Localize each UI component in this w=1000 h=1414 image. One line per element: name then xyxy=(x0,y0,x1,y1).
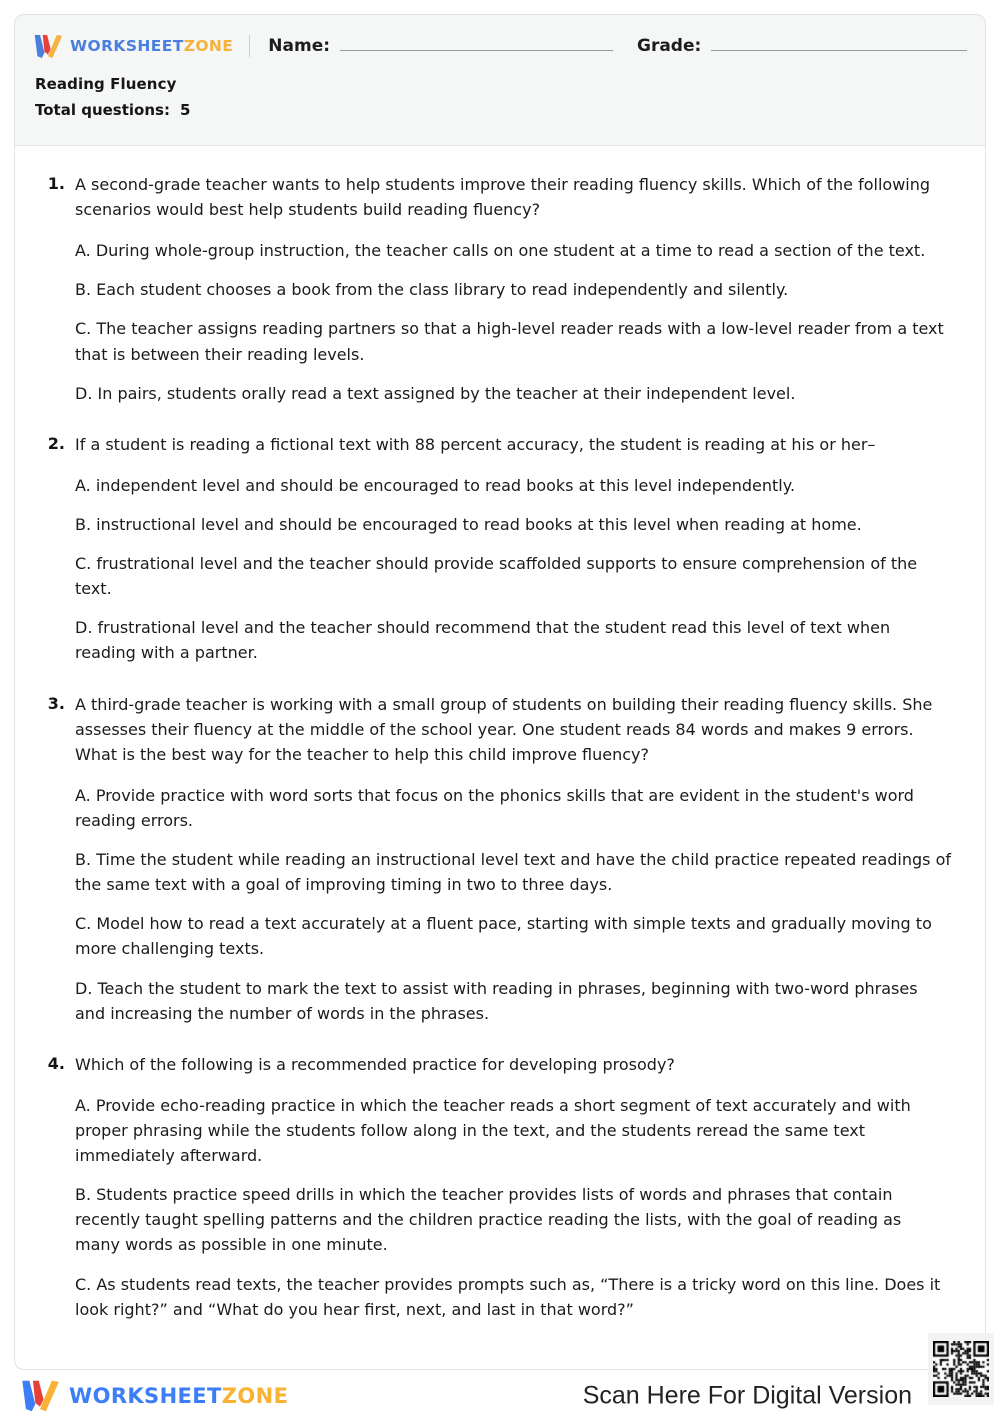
worksheet-page xyxy=(14,14,986,1370)
answer-choice[interactable]: C. frustrational level and the teacher should provide scaffolded supports to ensure comprehension of the text. xyxy=(75,554,918,599)
header-divider xyxy=(249,35,250,57)
worksheet-zone-w-icon xyxy=(33,33,63,60)
footer-brand-logo xyxy=(20,1378,288,1414)
worksheet-title-block xyxy=(33,75,967,119)
answer-choice[interactable]: B. instructional level and should be encouraged to read books at this level when reading at home. xyxy=(75,514,862,534)
grade-field[interactable] xyxy=(637,36,967,56)
brand-word-zone: ZONE xyxy=(183,37,234,55)
brand-logo-text xyxy=(70,37,233,55)
footer-brand-word-worksheet: WORKSHEET xyxy=(69,1384,222,1408)
name-field-line[interactable] xyxy=(340,36,613,51)
question-item xyxy=(45,692,951,1026)
footer-brand-logo-text xyxy=(69,1384,288,1408)
worksheet-header xyxy=(15,15,985,146)
question-body xyxy=(75,432,951,666)
qr-code-canvas xyxy=(933,1341,989,1397)
footer-worksheet-zone-w-icon xyxy=(20,1378,60,1414)
question-number: 1. xyxy=(47,174,65,193)
question-number: 2. xyxy=(47,433,65,453)
question-body xyxy=(75,1052,951,1322)
worksheet-title: Reading Fluency xyxy=(35,75,177,93)
scan-here-text: Scan Here For Digital Version xyxy=(582,1381,912,1410)
question-stem: Which of the following is a recommended practice for developing prosody? xyxy=(75,1054,675,1074)
answer-choice[interactable]: C. The teacher assigns reading partners so that a high-level reader reads with a low-level reader from a text that is between their reading levels. xyxy=(75,319,944,364)
answer-choice[interactable]: A. Provide echo-reading practice in which the teacher reads a short segment of text accurately and with proper phrasing while the students follow along in the text, and the students reread the same text immediately afterward. xyxy=(75,1095,911,1166)
grade-field-line[interactable] xyxy=(711,36,967,51)
answer-choice[interactable]: C. Model how to read a text accurately at a fluent pace, starting with simple texts and gradually moving to more challenging texts. xyxy=(75,914,932,959)
answer-choice[interactable]: A. Provide practice with word sorts that focus on the phonics skills that are evident in the student's word reading errors. xyxy=(75,785,914,830)
qr-code[interactable] xyxy=(928,1333,994,1405)
name-field[interactable] xyxy=(268,36,613,56)
footer-brand-word-zone: ZONE xyxy=(221,1384,289,1408)
question-stem: If a student is reading a fictional text with 88 percent accuracy, the student is reading at his or her– xyxy=(75,434,876,454)
answer-choice[interactable]: A. independent level and should be encouraged to read books at this level independently. xyxy=(75,475,796,495)
question-item xyxy=(45,172,951,406)
name-field-label: Name: xyxy=(268,36,331,56)
answer-choice[interactable]: D. In pairs, students orally read a text assigned by the teacher at their independent level. xyxy=(75,383,796,403)
question-stem: A third-grade teacher is working with a small group of students on building their reading fluency skills. She assesses their fluency at the middle of the school year. One student reads 84 words and makes 9 errors. What is the best way for the teacher to help this child improve fluency? xyxy=(75,694,933,764)
answer-choice[interactable]: C. As students read texts, the teacher provides prompts such as, “There is a tricky word on this line. Does it look right?” and “What do you hear first, next, and last in that word?” xyxy=(75,1274,941,1319)
question-body xyxy=(75,172,951,406)
question-item xyxy=(45,432,951,666)
question-number: 4. xyxy=(47,1053,65,1073)
question-body xyxy=(75,692,951,1026)
total-questions-line xyxy=(35,101,967,119)
page-footer xyxy=(14,1378,986,1414)
grade-field-label: Grade: xyxy=(637,36,702,56)
brand-word-worksheet: WORKSHEET xyxy=(70,37,184,55)
answer-choice[interactable]: B. Each student chooses a book from the class library to read independently and silently. xyxy=(75,280,789,300)
total-questions-label: Total questions: xyxy=(35,101,170,119)
total-questions-count: 5 xyxy=(179,101,191,119)
header-identity-row xyxy=(33,29,967,63)
answer-choice[interactable]: B. Students practice speed drills in which the teacher provides lists of words and phrases that contain recently taught spelling patterns and the children practice reading the lists, with the goal of reading as many words as possible in one minute. xyxy=(75,1185,902,1255)
question-item xyxy=(45,1052,951,1322)
question-number: 3. xyxy=(47,693,65,713)
answer-choice[interactable]: A. During whole-group instruction, the teacher calls on one student at a time to read a section of the text. xyxy=(75,241,926,261)
questions-list xyxy=(15,146,985,1322)
answer-choice[interactable]: D. frustrational level and the teacher should recommend that the student read this level of text when reading with a partner. xyxy=(75,618,891,663)
answer-choice[interactable]: B. Time the student while reading an instructional level text and have the child practice repeated readings of the same text with a goal of improving timing in two to three days. xyxy=(75,850,951,895)
brand-logo xyxy=(33,33,233,60)
answer-choice[interactable]: D. Teach the student to mark the text to assist with reading in phrases, beginning with two-word phrases and increasing the number of words in the phrases. xyxy=(75,978,918,1023)
question-stem: A second-grade teacher wants to help students improve their reading fluency skills. Which of the following scenarios would best help students build reading fluency? xyxy=(75,175,931,220)
